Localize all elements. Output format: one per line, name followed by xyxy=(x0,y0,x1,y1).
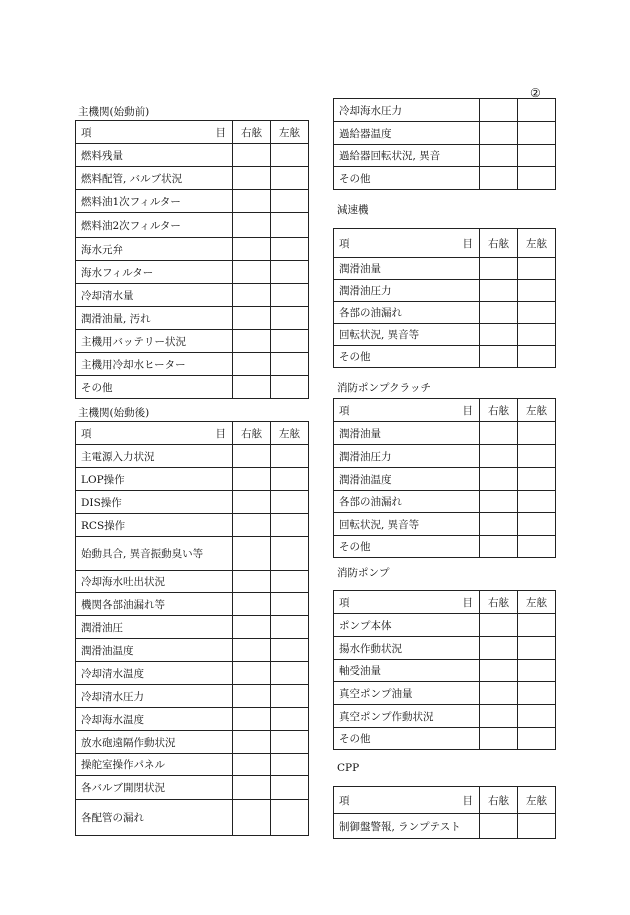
starboard-check-cell[interactable] xyxy=(233,284,271,307)
header-item-label: 目 xyxy=(462,237,473,250)
table-engine-after-start xyxy=(75,421,309,836)
header-item-label: 項 xyxy=(81,427,92,440)
starboard-check-cell[interactable] xyxy=(480,445,518,468)
starboard-check-cell[interactable] xyxy=(480,145,518,167)
port-check-cell[interactable] xyxy=(518,324,556,346)
check-item-label: RCS操作 xyxy=(76,514,233,537)
check-item-label: 潤滑油温度 xyxy=(334,468,480,491)
port-check-cell[interactable] xyxy=(518,513,556,536)
check-item-label: 機関各部油漏れ等 xyxy=(76,593,233,616)
table-row xyxy=(334,705,556,728)
starboard-check-cell[interactable] xyxy=(233,376,271,399)
table-row xyxy=(76,776,309,800)
table-row xyxy=(76,662,309,685)
check-item-label: 燃料油2次フィルター xyxy=(76,213,233,238)
table-header-row xyxy=(76,121,309,144)
port-check-cell[interactable] xyxy=(271,514,309,537)
table-row xyxy=(76,213,309,238)
port-check-cell[interactable] xyxy=(518,814,556,839)
check-item-label: その他 xyxy=(334,346,480,368)
check-item-label: その他 xyxy=(76,376,233,399)
starboard-check-cell[interactable] xyxy=(233,491,271,514)
header-starboard: 右舷 xyxy=(480,591,518,614)
check-item-label: 始動具合, 異音振動臭い等 xyxy=(76,537,233,571)
port-check-cell[interactable] xyxy=(271,261,309,284)
table-fire-pump xyxy=(333,590,556,750)
check-item-label: 軸受油量 xyxy=(334,660,480,682)
port-check-cell[interactable] xyxy=(271,731,309,754)
header-item-cell xyxy=(334,229,480,258)
starboard-check-cell[interactable] xyxy=(233,662,271,685)
table-row xyxy=(334,167,556,190)
table-row xyxy=(334,468,556,491)
port-check-cell[interactable] xyxy=(271,491,309,514)
check-item-label: 燃料油1次フィルター xyxy=(76,190,233,213)
table-header-row xyxy=(334,787,556,814)
starboard-check-cell[interactable] xyxy=(480,167,518,190)
starboard-check-cell[interactable] xyxy=(233,190,271,213)
header-item-cell xyxy=(334,399,480,422)
port-check-cell[interactable] xyxy=(271,330,309,353)
port-check-cell[interactable] xyxy=(271,571,309,593)
starboard-check-cell[interactable] xyxy=(233,514,271,537)
table-row xyxy=(76,167,309,190)
port-check-cell[interactable] xyxy=(271,167,309,190)
port-check-cell[interactable] xyxy=(518,682,556,705)
table-row xyxy=(76,491,309,514)
check-item-label: 冷却海水温度 xyxy=(76,708,233,731)
table-cpp xyxy=(333,786,556,839)
table-row xyxy=(334,682,556,705)
table-row xyxy=(334,324,556,346)
check-item-label: 回転状況, 異音等 xyxy=(334,324,480,346)
table-row xyxy=(76,330,309,353)
check-item-label: 潤滑油量, 汚れ xyxy=(76,307,233,330)
table-row xyxy=(334,814,556,839)
section-title-cpp: CPP xyxy=(337,762,360,774)
starboard-check-cell[interactable] xyxy=(480,660,518,682)
starboard-check-cell[interactable] xyxy=(233,213,271,238)
starboard-check-cell[interactable] xyxy=(233,685,271,708)
table-row xyxy=(76,754,309,776)
header-starboard: 右舷 xyxy=(480,399,518,422)
table-engine-before-start xyxy=(75,120,309,399)
table-row xyxy=(76,593,309,616)
starboard-check-cell[interactable] xyxy=(233,468,271,491)
table-row xyxy=(334,302,556,324)
check-item-label: DIS操作 xyxy=(76,491,233,514)
starboard-check-cell[interactable] xyxy=(233,261,271,284)
port-check-cell[interactable] xyxy=(518,491,556,513)
check-item-label: 各部の油漏れ xyxy=(334,302,480,324)
table-row xyxy=(76,571,309,593)
check-item-label: 海水フィルター xyxy=(76,261,233,284)
table-row xyxy=(334,614,556,637)
table-row xyxy=(76,238,309,261)
port-check-cell[interactable] xyxy=(518,422,556,445)
port-check-cell[interactable] xyxy=(271,616,309,639)
starboard-check-cell[interactable] xyxy=(480,258,518,280)
header-item-cell xyxy=(334,787,480,814)
port-check-cell[interactable] xyxy=(271,800,309,836)
check-item-label: 真空ポンプ油量 xyxy=(334,682,480,705)
starboard-check-cell[interactable] xyxy=(233,330,271,353)
check-item-label: 冷却清水量 xyxy=(76,284,233,307)
check-item-label: 潤滑油量 xyxy=(334,258,480,280)
table-engine-after-start-continued xyxy=(333,98,556,190)
table-row xyxy=(334,258,556,280)
check-item-label: 主機用バッテリー状況 xyxy=(76,330,233,353)
starboard-check-cell[interactable] xyxy=(233,639,271,662)
check-item-label: 各バルブ開閉状況 xyxy=(76,776,233,800)
starboard-check-cell[interactable] xyxy=(480,99,518,122)
table-row xyxy=(76,685,309,708)
section-title-engine-before-start: 主機関(始動前) xyxy=(78,106,150,118)
starboard-check-cell[interactable] xyxy=(233,754,271,776)
table-reduction-gear xyxy=(333,228,556,368)
starboard-check-cell[interactable] xyxy=(480,536,518,558)
starboard-check-cell[interactable] xyxy=(233,616,271,639)
port-check-cell[interactable] xyxy=(518,637,556,660)
header-starboard: 右舷 xyxy=(233,422,271,445)
port-check-cell[interactable] xyxy=(271,284,309,307)
check-item-label: LOP操作 xyxy=(76,468,233,491)
starboard-check-cell[interactable] xyxy=(480,728,518,750)
starboard-check-cell[interactable] xyxy=(233,593,271,616)
table-row xyxy=(76,307,309,330)
table-row xyxy=(334,122,556,145)
header-item-cell xyxy=(334,591,480,614)
check-item-label: 真空ポンプ作動状況 xyxy=(334,705,480,728)
table-header-row xyxy=(334,591,556,614)
check-item-label: その他 xyxy=(334,728,480,750)
header-starboard: 右舷 xyxy=(480,787,518,814)
port-check-cell[interactable] xyxy=(518,99,556,122)
section-title-fire-pump-clutch: 消防ポンプクラッチ xyxy=(337,382,431,394)
check-item-label: 冷却海水吐出状況 xyxy=(76,571,233,593)
check-item-label: 操舵室操作パネル xyxy=(76,754,233,776)
table-row xyxy=(334,445,556,468)
table-header-row xyxy=(334,229,556,258)
header-item-label: 目 xyxy=(215,126,226,139)
starboard-check-cell[interactable] xyxy=(233,800,271,836)
starboard-check-cell[interactable] xyxy=(480,302,518,324)
port-check-cell[interactable] xyxy=(518,167,556,190)
header-item-label: 目 xyxy=(215,427,226,440)
starboard-check-cell[interactable] xyxy=(480,122,518,145)
port-check-cell[interactable] xyxy=(518,660,556,682)
table-row xyxy=(334,491,556,513)
table-row xyxy=(334,346,556,368)
table-row xyxy=(76,261,309,284)
table-row xyxy=(76,445,309,468)
table-row xyxy=(76,353,309,376)
port-check-cell[interactable] xyxy=(518,536,556,558)
starboard-check-cell[interactable] xyxy=(480,513,518,536)
starboard-check-cell[interactable] xyxy=(233,731,271,754)
check-item-label: その他 xyxy=(334,536,480,558)
port-check-cell[interactable] xyxy=(271,307,309,330)
table-row xyxy=(334,728,556,750)
table-row xyxy=(334,536,556,558)
port-check-cell[interactable] xyxy=(518,614,556,637)
header-item-cell xyxy=(76,422,233,445)
check-item-label: 潤滑油圧力 xyxy=(334,280,480,302)
page-number: ② xyxy=(530,86,541,100)
port-check-cell[interactable] xyxy=(518,346,556,368)
starboard-check-cell[interactable] xyxy=(480,637,518,660)
check-item-label: 放水砲遠隔作動状況 xyxy=(76,731,233,754)
port-check-cell[interactable] xyxy=(518,145,556,167)
check-item-label: 各部の油漏れ xyxy=(334,491,480,513)
port-check-cell[interactable] xyxy=(518,705,556,728)
table-row xyxy=(334,637,556,660)
header-port: 左舷 xyxy=(518,591,556,614)
check-item-label: 海水元弁 xyxy=(76,238,233,261)
table-row xyxy=(334,99,556,122)
check-item-label: 過給器温度 xyxy=(334,122,480,145)
header-item-label: 項 xyxy=(339,404,350,417)
check-item-label: 揚水作動状況 xyxy=(334,637,480,660)
check-item-label: 潤滑油量 xyxy=(334,422,480,445)
table-row xyxy=(334,513,556,536)
port-check-cell[interactable] xyxy=(271,468,309,491)
header-item-label: 項 xyxy=(81,126,92,139)
starboard-check-cell[interactable] xyxy=(233,571,271,593)
table-row xyxy=(76,284,309,307)
starboard-check-cell[interactable] xyxy=(233,144,271,167)
check-item-label: 潤滑油温度 xyxy=(76,639,233,662)
header-starboard: 右舷 xyxy=(480,229,518,258)
table-row xyxy=(76,376,309,399)
header-port: 左舷 xyxy=(518,229,556,258)
port-check-cell[interactable] xyxy=(271,776,309,800)
port-check-cell[interactable] xyxy=(518,445,556,468)
check-item-label: 冷却清水圧力 xyxy=(76,685,233,708)
port-check-cell[interactable] xyxy=(271,190,309,213)
header-item-label: 目 xyxy=(462,596,473,609)
section-title-fire-pump: 消防ポンプ xyxy=(337,567,390,579)
check-item-label: 各配管の漏れ xyxy=(76,800,233,836)
check-item-label: 冷却海水圧力 xyxy=(334,99,480,122)
check-item-label: 燃料残量 xyxy=(76,144,233,167)
port-check-cell[interactable] xyxy=(271,708,309,731)
section-title-reduction-gear: 減速機 xyxy=(337,204,369,216)
starboard-check-cell[interactable] xyxy=(480,346,518,368)
starboard-check-cell[interactable] xyxy=(233,307,271,330)
check-item-label: 冷却清水温度 xyxy=(76,662,233,685)
check-item-label: 主機用冷却水ヒーター xyxy=(76,353,233,376)
header-item-cell xyxy=(76,121,233,144)
header-item-label: 項 xyxy=(339,794,350,807)
starboard-check-cell[interactable] xyxy=(480,468,518,491)
starboard-check-cell[interactable] xyxy=(233,238,271,261)
check-item-label: ポンプ本体 xyxy=(334,614,480,637)
table-row xyxy=(76,639,309,662)
starboard-check-cell[interactable] xyxy=(480,491,518,513)
table-row xyxy=(334,660,556,682)
port-check-cell[interactable] xyxy=(518,122,556,145)
table-row xyxy=(76,616,309,639)
starboard-check-cell[interactable] xyxy=(233,776,271,800)
header-item-label: 項 xyxy=(339,596,350,609)
table-row xyxy=(76,190,309,213)
header-port: 左舷 xyxy=(271,422,309,445)
header-port: 左舷 xyxy=(518,399,556,422)
table-header-row xyxy=(76,422,309,445)
port-check-cell[interactable] xyxy=(271,445,309,468)
starboard-check-cell[interactable] xyxy=(480,614,518,637)
table-row xyxy=(334,145,556,167)
port-check-cell[interactable] xyxy=(271,376,309,399)
check-item-label: 潤滑油圧 xyxy=(76,616,233,639)
table-header-row xyxy=(334,399,556,422)
port-check-cell[interactable] xyxy=(271,685,309,708)
starboard-check-cell[interactable] xyxy=(480,814,518,839)
check-item-label: 回転状況, 異音等 xyxy=(334,513,480,536)
check-item-label: 過給器回転状況, 異音 xyxy=(334,145,480,167)
port-check-cell[interactable] xyxy=(271,213,309,238)
check-item-label: その他 xyxy=(334,167,480,190)
header-port: 左舷 xyxy=(271,121,309,144)
check-item-label: 制御盤警報, ランプテスト xyxy=(334,814,480,839)
table-row xyxy=(334,280,556,302)
table-row xyxy=(76,708,309,731)
port-check-cell[interactable] xyxy=(271,353,309,376)
check-item-label: 主電源入力状況 xyxy=(76,445,233,468)
header-starboard: 右舷 xyxy=(233,121,271,144)
starboard-check-cell[interactable] xyxy=(233,537,271,571)
table-row xyxy=(76,731,309,754)
starboard-check-cell[interactable] xyxy=(233,708,271,731)
table-row xyxy=(334,422,556,445)
port-check-cell[interactable] xyxy=(271,537,309,571)
header-item-label: 項 xyxy=(339,237,350,250)
table-row xyxy=(76,468,309,491)
check-item-label: 潤滑油圧力 xyxy=(334,445,480,468)
table-row xyxy=(76,144,309,167)
header-port: 左舷 xyxy=(518,787,556,814)
starboard-check-cell[interactable] xyxy=(233,167,271,190)
table-fire-pump-clutch xyxy=(333,398,556,558)
starboard-check-cell[interactable] xyxy=(233,353,271,376)
table-row xyxy=(76,537,309,571)
port-check-cell[interactable] xyxy=(271,593,309,616)
port-check-cell[interactable] xyxy=(271,144,309,167)
section-title-engine-after-start: 主機関(始動後) xyxy=(78,407,150,419)
header-item-label: 目 xyxy=(462,404,473,417)
port-check-cell[interactable] xyxy=(518,302,556,324)
port-check-cell[interactable] xyxy=(518,468,556,491)
port-check-cell[interactable] xyxy=(518,258,556,280)
port-check-cell[interactable] xyxy=(271,662,309,685)
starboard-check-cell[interactable] xyxy=(480,280,518,302)
port-check-cell[interactable] xyxy=(271,639,309,662)
table-row xyxy=(76,800,309,836)
header-item-label: 目 xyxy=(462,794,473,807)
starboard-check-cell[interactable] xyxy=(480,422,518,445)
starboard-check-cell[interactable] xyxy=(480,324,518,346)
port-check-cell[interactable] xyxy=(271,238,309,261)
port-check-cell[interactable] xyxy=(271,754,309,776)
starboard-check-cell[interactable] xyxy=(480,705,518,728)
port-check-cell[interactable] xyxy=(518,280,556,302)
port-check-cell[interactable] xyxy=(518,728,556,750)
starboard-check-cell[interactable] xyxy=(233,445,271,468)
starboard-check-cell[interactable] xyxy=(480,682,518,705)
table-row xyxy=(76,514,309,537)
check-item-label: 燃料配管, バルブ状況 xyxy=(76,167,233,190)
